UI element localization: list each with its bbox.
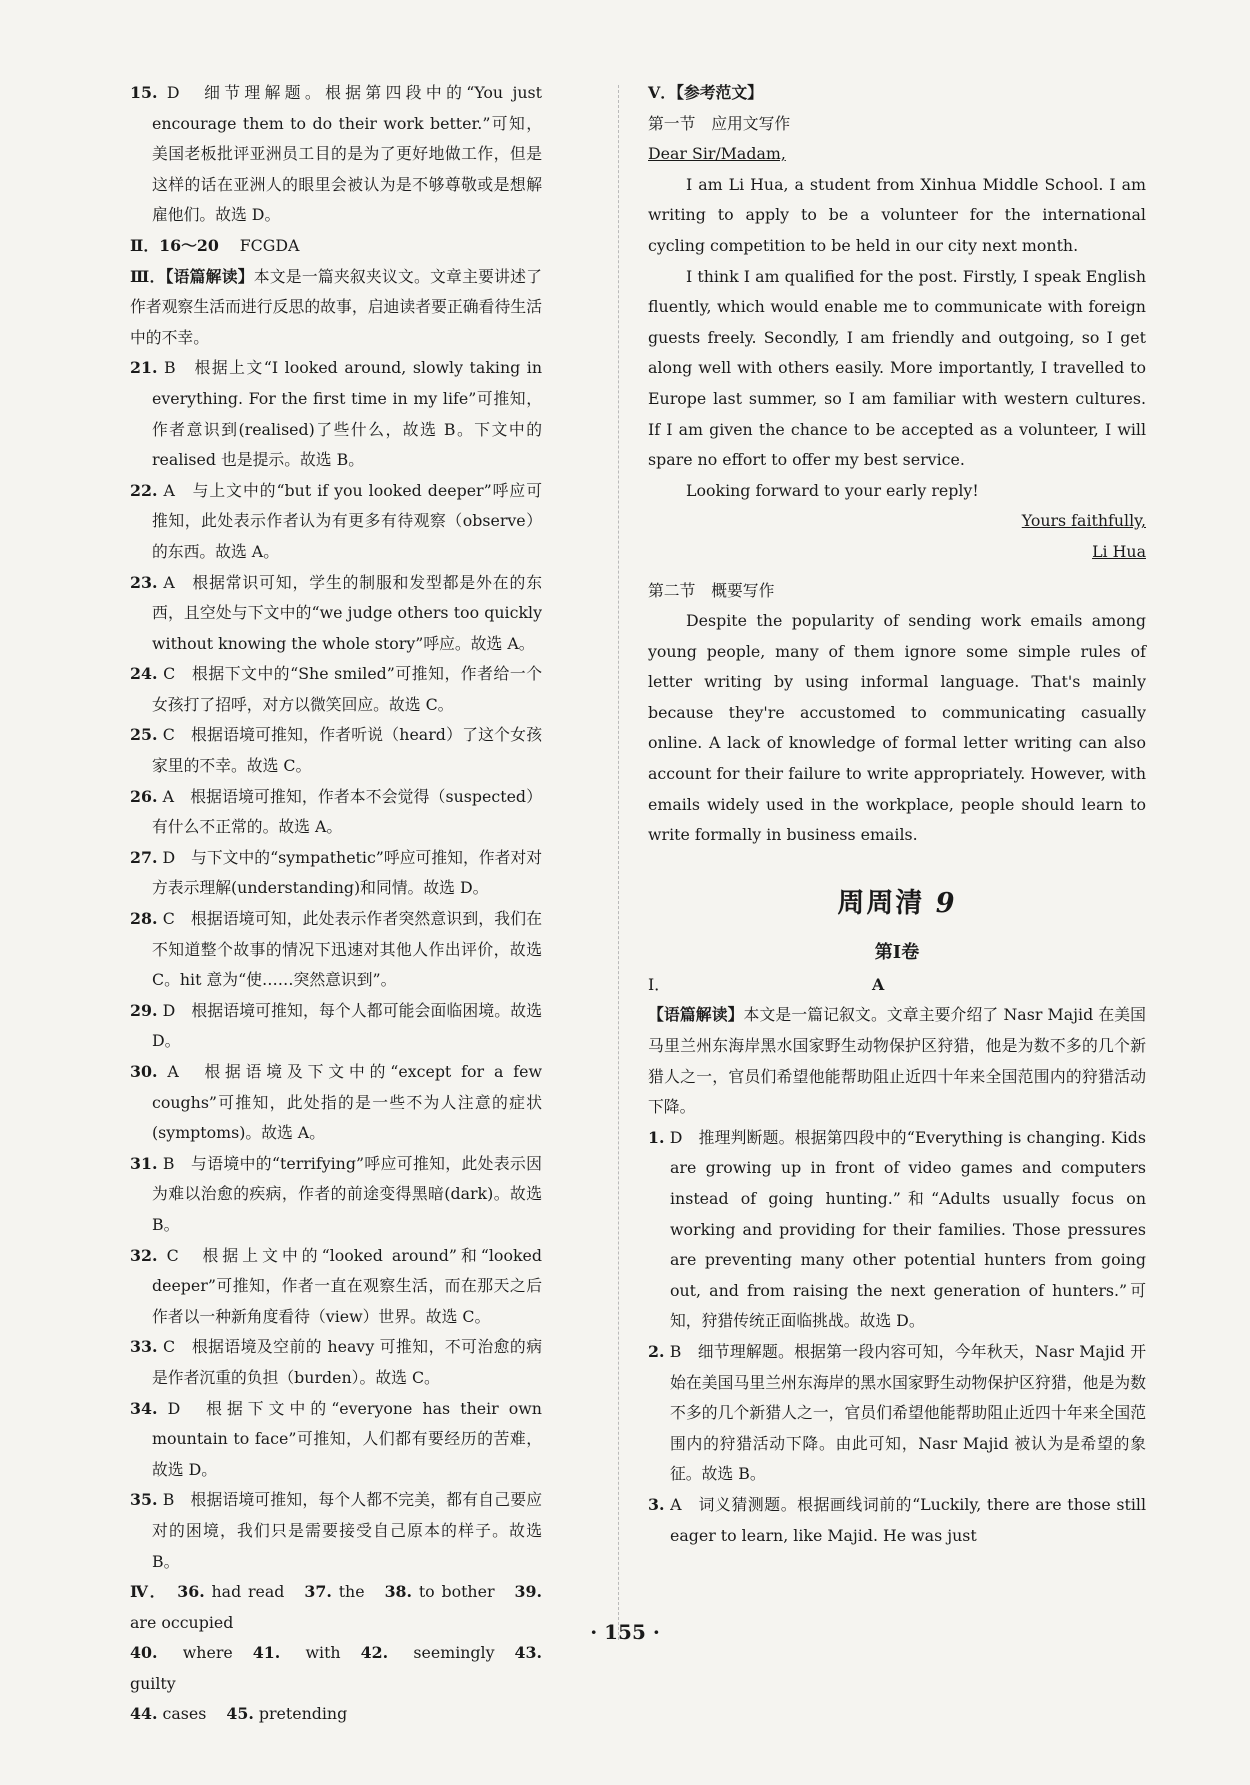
part-2-title: 第二节 概要写作 (648, 580, 775, 600)
part-1-title: 第一节 应用文写作 (648, 113, 791, 133)
cloze-number: 37. (304, 1582, 332, 1602)
item-number: 30. (130, 1062, 158, 1081)
section-4-answers (130, 1577, 542, 1730)
section-5-label: Ⅴ．【参考范文】 (648, 83, 763, 102)
item-number: 34. (130, 1398, 158, 1418)
cloze-word: the (338, 1582, 365, 1602)
cloze-answer (130, 1643, 243, 1662)
item-text: C 根据上文中的“looked around”和“looked deeper”可推知，作者一直在观察生活，而在那天之后作者以一种新角度看待（view）世界。故选 C。 (152, 1245, 542, 1326)
answer-item (130, 1057, 542, 1149)
item-text: D 根据下文中的“everyone has their own mountain to face”可推知，人们都有要经历的苦难，故选 D。 (152, 1398, 542, 1479)
section-2-label: Ⅱ．16～20 (130, 235, 219, 255)
section-3-label: Ⅲ．【语篇解读】 (130, 266, 254, 286)
cloze-number: 39. (514, 1582, 542, 1602)
item-number: 21. (130, 358, 158, 378)
item-text: C 根据语境可知，此处表示作者突然意识到，我们在不知道整个故事的情况下迅速对其他人作出评价，故选 C。hit 意为“使……突然意识到”。 (152, 909, 542, 990)
item-text: D 细节理解题。根据第四段中的“You just encourage them to do their work better.”可知，美国老板批评亚洲员工目的是为了更好地做工作，但是这样的话在亚洲人的眼里会被认为是不够尊敬或是想解雇他们。故选 D。 (152, 83, 543, 225)
part-heading (648, 970, 1146, 1001)
cloze-number: 44. (130, 1704, 158, 1724)
item-number: 29. (130, 1000, 158, 1020)
cloze-number: 36. (177, 1582, 205, 1602)
cloze-number: 43. (514, 1643, 542, 1663)
item-text: C 根据语境可推知，作者听说（heard）了这个女孩家里的不幸。故选 C。 (152, 725, 542, 776)
cloze-word: guilty (130, 1673, 176, 1693)
item-text: B 根据语境可推知，每个人都不完美，都有自己要应对的困境，我们只是需要接受自己原本的样子。故选 B。 (152, 1490, 542, 1571)
item-number: 1. (648, 1127, 665, 1147)
answer-item (130, 720, 542, 781)
cloze-word: pretending (258, 1704, 348, 1724)
reading-text: 本文是一篇记叙文。文章主要介绍了 Nasr Majid 在美国马里兰州东海岸黑水国家野生动物保护区狩猎，他是为数不多的几个新猎人之一，官员们希望他能帮助阻止近四十年来全国范围内的狩猎活动下降。 (648, 1005, 1146, 1117)
cloze-answer (361, 1643, 505, 1662)
cloze-answer (177, 1582, 294, 1601)
answer-item (130, 1241, 542, 1333)
reading-label: 【语篇解读】 (648, 1005, 744, 1025)
cloze-number: 38. (384, 1582, 413, 1602)
item-number: 25. (130, 725, 158, 745)
page-number: · 155 · (590, 1620, 660, 1644)
item-text: D 与下文中的“sympathetic”呼应可推知，作者对对方表示理解(understanding)和同情。故选 D。 (152, 847, 542, 898)
answer-item-15 (130, 78, 542, 231)
item-number: 31. (130, 1153, 158, 1173)
item-number: 15. (130, 83, 158, 102)
item-text: A 根据语境及下文中的“except for a few coughs”可推知，此处指的是一些不为人注意的症状(symptoms)。故选 A。 (152, 1062, 542, 1143)
item-number: 35. (130, 1490, 158, 1510)
item-number: 33. (130, 1337, 158, 1357)
cloze-number: 42. (360, 1643, 389, 1663)
letter-paragraph: I think I am qualified for the post. Firstly, I speak English fluently, which would enable me to communicate with foreign guests freely. Secondly, I am friendly and outgoing, so I get along well with others easily. More importantly, I travelled to Europe last summer, so I am familiar with western cultures. If I am given the chance to be accepted as a volunteer, I will spare no effort to offer my best service. (648, 266, 1146, 470)
cloze-answer (253, 1643, 351, 1662)
cloze-word: to bother (418, 1582, 495, 1602)
item-text: A 与上文中的“but if you looked deeper”呼应可推知，此处表示作者认为有更多有待观察（observe）的东西。故选 A。 (152, 480, 542, 561)
left-answer-list (130, 353, 542, 1577)
item-number: 22. (130, 480, 158, 500)
column-divider (618, 85, 619, 1640)
cloze-word: cases (162, 1704, 207, 1724)
week-title-text: 周周清 (837, 887, 925, 919)
answer-item (130, 476, 542, 568)
section-5-heading (648, 78, 1146, 109)
cloze-answer (385, 1582, 505, 1601)
item-text: C 根据下文中的“She smiled”可推知，作者给一个女孩打了招呼，对方以微笑回应。故选 C。 (152, 664, 542, 714)
item-number: 32. (130, 1245, 158, 1265)
answer-item (130, 568, 542, 660)
part-roman: Ⅰ． (648, 974, 671, 994)
answer-item (648, 1123, 1146, 1337)
cloze-number: 41. (252, 1643, 281, 1663)
closing-text: Yours faithfully, (1021, 511, 1146, 531)
answer-item (130, 1485, 542, 1577)
item-number: 24. (130, 664, 158, 684)
reading-interpretation (648, 1000, 1146, 1122)
section-3-text: 本文是一篇夹叙夹议文。文章主要讲述了作者观察生活而进行反思的故事，启迪读者要正确看待生活中的不幸。 (130, 266, 542, 347)
item-text: D 根据语境可推知，每个人都可能会面临困境。故选 D。 (152, 1000, 542, 1051)
volume-title: 第Ⅰ卷 (874, 941, 920, 963)
right-answer-list (648, 1123, 1146, 1551)
cloze-word: with (305, 1643, 341, 1663)
item-text: B 与语境中的“terrifying”呼应可推知，此处表示因为难以治愈的疾病，作者的前途变得黑暗(dark)。故选 B。 (152, 1153, 542, 1234)
item-text: D 推理判断题。根据第四段中的“Everything is changing. Kids are growing up in front of video games and computers instead of going hunting.”和“Adults usually focus on working and providing for their families. Those pressures are preventing many other potential hunters from going out, and from raising the next generation of hunters.”可知，狩猎传统正面临挑战。故选 D。 (669, 1127, 1146, 1331)
cloze-word: where (182, 1643, 233, 1663)
answer-item (130, 904, 542, 996)
right-column (648, 78, 1146, 1551)
item-text: C 根据语境及空前的 heavy 可推知，不可治愈的病是作者沉重的负担（burden）。故选 C。 (152, 1337, 542, 1387)
item-number: 27. (130, 847, 158, 867)
cloze-answer (130, 1704, 216, 1723)
answer-item (130, 353, 542, 475)
week-title (648, 881, 1146, 920)
part-letter: A (872, 974, 885, 994)
cloze-number: 40. (130, 1643, 158, 1663)
letter-body (648, 170, 1146, 507)
cloze-word: seemingly (413, 1643, 495, 1663)
item-text: A 词义猜测题。根据画线词前的“Luckily, there are those still eager to learn, like Majid. He was just (670, 1494, 1146, 1545)
item-number: 26. (130, 786, 158, 806)
item-text: B 细节理解题。根据第一段内容可知，今年秋天，Nasr Majid 开始在美国马里兰州东海岸的黑水国家野生动物保护区狩猎，他是为数不多的几个新猎人之一，官员们希望他能帮助阻止近四十年来全国范围内的狩猎活动下降。由此可知，Nasr Majid 被认为是希望的象征。故选 B。 (669, 1341, 1146, 1484)
answer-item (130, 1149, 542, 1241)
letter-paragraph: Looking forward to your early reply! (686, 480, 979, 500)
section-4-label: Ⅳ． (130, 1582, 168, 1602)
answer-item (130, 996, 542, 1057)
section-3-reading (130, 262, 542, 354)
item-text: A 根据常识可知，学生的制服和发型都是外在的东西，且空处与下文中的“we judge others too quickly without knowing the whole story”呼应。故选 A。 (152, 572, 542, 653)
cloze-word: had read (211, 1582, 285, 1602)
letter-closing (648, 506, 1146, 537)
cloze-answer (226, 1704, 357, 1723)
answer-item (648, 1337, 1146, 1490)
cloze-answer (304, 1582, 374, 1601)
item-number: 2. (648, 1341, 665, 1361)
week-number: 9 (935, 887, 957, 919)
item-text: B 根据上文“I looked around, slowly taking in everything. For the first time in my life”可推知，作者意识到(realised)了些什么，故选 B。下文中的 realised 也是提示。故选 B。 (152, 358, 543, 470)
answer-item (130, 1332, 542, 1393)
item-number: 23. (130, 572, 158, 592)
answer-item (130, 659, 542, 720)
letter-signature (648, 537, 1146, 568)
signature-text: Li Hua (1092, 541, 1146, 561)
answer-item (130, 1394, 542, 1486)
item-number: 3. (648, 1494, 665, 1514)
item-text: A 根据语境可推知，作者本不会觉得（suspected）有什么不正常的。故选 A。 (152, 786, 542, 837)
left-column (130, 78, 542, 1730)
item-number: 28. (130, 909, 158, 929)
cloze-word: are occupied (130, 1612, 234, 1632)
section-2 (130, 231, 542, 262)
section-2-answer: FCGDA (239, 235, 300, 255)
answer-item (648, 1490, 1146, 1551)
answer-item (130, 782, 542, 843)
letter-salutation: Dear Sir/Madam, (648, 144, 786, 164)
answer-item (130, 843, 542, 904)
summary-paragraph: Despite the popularity of sending work emails among young people, many of them ignore some simple rules of letter writing by using informal language. That's mainly because they're accustomed to communicating casually online. A lack of knowledge of formal letter writing can also account for their failure to write appropriately. However, with emails widely used in the workplace, people should learn to write formally in business emails. (648, 611, 1146, 845)
cloze-number: 45. (226, 1704, 254, 1724)
letter-paragraph: I am Li Hua, a student from Xinhua Middle School. I am writing to apply to be a volunteer for the international cycling competition to be held in our city next month. (648, 174, 1146, 255)
